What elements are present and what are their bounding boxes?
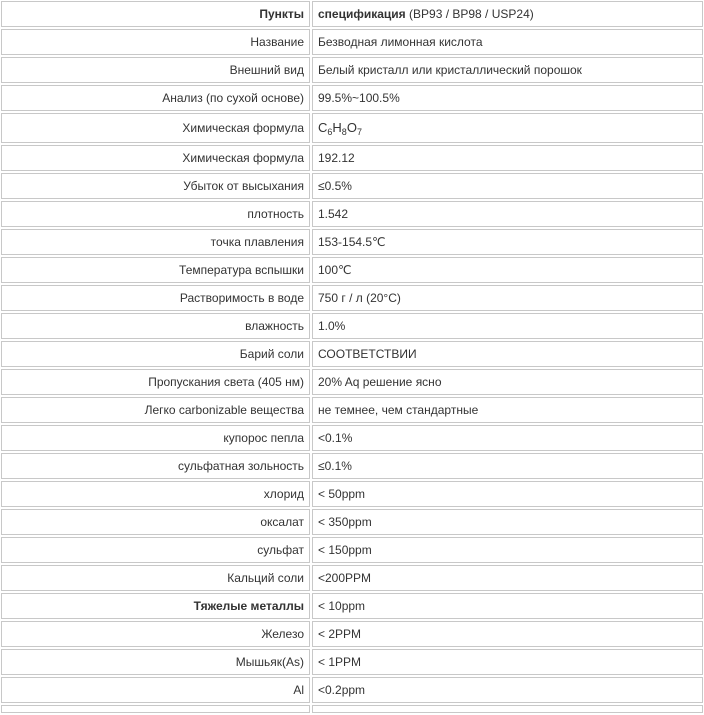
row-label-cell xyxy=(1,425,310,451)
table-row xyxy=(1,57,703,83)
row-value-cell xyxy=(312,649,703,675)
row-value: 750 г / л (20°C) xyxy=(318,291,401,305)
table-row xyxy=(1,537,703,563)
row-label: Название xyxy=(250,35,304,49)
row-label-cell xyxy=(1,677,310,703)
row-label: хлорид xyxy=(263,487,304,501)
row-label: Тяжелые металлы xyxy=(193,599,304,613)
row-value: 100℃ xyxy=(318,263,352,277)
table-row xyxy=(1,621,703,647)
table-header-row xyxy=(1,1,703,27)
row-label: купорос пепла xyxy=(223,431,304,445)
table-row xyxy=(1,425,703,451)
row-value: СООТВЕТСТВИИ xyxy=(318,347,417,361)
row-label: Анализ (по сухой основе) xyxy=(162,91,304,105)
items-header-label: Пункты xyxy=(259,7,304,21)
row-value-cell xyxy=(312,705,703,713)
row-label-cell xyxy=(1,85,310,111)
row-label-cell xyxy=(1,229,310,255)
row-label: оксалат xyxy=(260,515,304,529)
row-value-cell xyxy=(312,593,703,619)
row-value-cell xyxy=(312,29,703,55)
row-label-cell xyxy=(1,313,310,339)
row-label: точка плавления xyxy=(210,235,304,249)
row-label-cell xyxy=(1,621,310,647)
row-label: Внешний вид xyxy=(229,63,304,77)
row-value: 192.12 xyxy=(318,151,355,165)
formula-element: C xyxy=(318,120,328,135)
table-row xyxy=(1,173,703,199)
row-value-cell xyxy=(312,257,703,283)
row-value: не темнее, чем стандартные xyxy=(318,403,479,417)
table-row xyxy=(1,257,703,283)
row-label: Al xyxy=(293,683,304,697)
row-value: Безводная лимонная кислота xyxy=(318,35,483,49)
row-value: ≤0.5% xyxy=(318,179,352,193)
formula-element: O xyxy=(346,120,357,135)
row-label-cell xyxy=(1,57,310,83)
row-value-cell xyxy=(312,677,703,703)
table-row xyxy=(1,313,703,339)
row-value-cell xyxy=(312,313,703,339)
table-row xyxy=(1,85,703,111)
items-header-cell xyxy=(1,1,310,27)
specification-table-body xyxy=(1,1,703,713)
row-value: 99.5%~100.5% xyxy=(318,91,400,105)
row-label: Мышьяк(As) xyxy=(235,655,304,669)
row-label-cell xyxy=(1,29,310,55)
table-row xyxy=(1,649,703,675)
table-row xyxy=(1,565,703,591)
row-value: 1.542 xyxy=(318,207,349,221)
row-value-cell xyxy=(312,341,703,367)
row-value-cell xyxy=(312,113,703,143)
row-value: <0.1% xyxy=(318,431,353,445)
row-value-cell xyxy=(312,621,703,647)
row-label-cell xyxy=(1,537,310,563)
table-row xyxy=(1,341,703,367)
table-row xyxy=(1,397,703,423)
row-value: < 350ppm xyxy=(318,515,372,529)
table-row-partial xyxy=(1,705,703,713)
row-value-cell xyxy=(312,201,703,227)
table-row xyxy=(1,677,703,703)
row-value: Белый кристалл или кристаллический порошок xyxy=(318,63,582,77)
row-label: Пропускания света (405 нм) xyxy=(148,375,304,389)
row-value-cell xyxy=(312,565,703,591)
row-label-cell xyxy=(1,397,310,423)
spec-header-cell xyxy=(312,1,703,27)
row-value-cell xyxy=(312,369,703,395)
formula-subscript: 7 xyxy=(356,127,362,137)
table-row xyxy=(1,113,703,143)
row-value: <200PPM xyxy=(318,571,372,585)
row-value: < 50ppm xyxy=(318,487,366,501)
row-value-cell xyxy=(312,173,703,199)
table-row xyxy=(1,285,703,311)
row-label-cell xyxy=(1,509,310,535)
row-label-cell xyxy=(1,705,310,713)
row-label-cell xyxy=(1,565,310,591)
row-label-cell xyxy=(1,257,310,283)
spec-header-label: спецификация xyxy=(318,7,406,21)
row-label: сульфат xyxy=(257,543,304,557)
row-label-cell xyxy=(1,145,310,171)
row-label: Барий соли xyxy=(239,347,304,361)
row-label-cell xyxy=(1,341,310,367)
row-value-cell xyxy=(312,481,703,507)
row-value-cell xyxy=(312,85,703,111)
table-row xyxy=(1,29,703,55)
row-value-cell xyxy=(312,397,703,423)
table-row xyxy=(1,201,703,227)
spec-header-standards: (BP93 / BP98 / USP24) xyxy=(409,7,534,21)
row-value: 1.0% xyxy=(318,319,346,333)
row-label-cell xyxy=(1,173,310,199)
row-value-cell xyxy=(312,537,703,563)
formula-element: H xyxy=(332,120,342,135)
row-label: Легко carbonizable вещества xyxy=(144,403,304,417)
formula-subscript: 6 xyxy=(327,127,333,137)
chemical-formula xyxy=(318,120,362,135)
table-row xyxy=(1,369,703,395)
row-value: ≤0.1% xyxy=(318,459,352,473)
row-label: плотность xyxy=(247,207,304,221)
row-label-cell xyxy=(1,113,310,143)
row-value-cell xyxy=(312,285,703,311)
row-value-cell xyxy=(312,425,703,451)
row-label-cell xyxy=(1,593,310,619)
table-row xyxy=(1,145,703,171)
row-label: влажность xyxy=(245,319,304,333)
row-value-cell xyxy=(312,453,703,479)
row-label: Убыток от высыхания xyxy=(183,179,304,193)
row-label-cell xyxy=(1,453,310,479)
row-label: Температура вспышки xyxy=(179,263,304,277)
row-value: <0.2ppm xyxy=(318,683,366,697)
table-row xyxy=(1,509,703,535)
row-label: Химическая формула xyxy=(182,121,304,135)
table-row xyxy=(1,229,703,255)
row-value-cell xyxy=(312,145,703,171)
row-label-cell xyxy=(1,649,310,675)
row-label-cell xyxy=(1,201,310,227)
row-label-cell xyxy=(1,285,310,311)
row-label-cell xyxy=(1,369,310,395)
row-value: 153-154.5℃ xyxy=(318,235,386,249)
row-label: Кальций соли xyxy=(227,571,304,585)
formula-subscript: 8 xyxy=(341,127,347,137)
row-label: сульфатная зольность xyxy=(178,459,304,473)
row-value: 20% Aq решение ясно xyxy=(318,375,442,389)
row-value-cell xyxy=(312,57,703,83)
row-label-cell xyxy=(1,481,310,507)
table-row xyxy=(1,453,703,479)
row-value: < 2PPM xyxy=(318,627,362,641)
row-value-cell xyxy=(312,509,703,535)
row-label: Растворимость в воде xyxy=(179,291,304,305)
row-label: Химическая формула xyxy=(182,151,304,165)
row-value: < 150ppm xyxy=(318,543,372,557)
table-row xyxy=(1,481,703,507)
row-value-cell xyxy=(312,229,703,255)
table-row xyxy=(1,593,703,619)
row-label: Железо xyxy=(261,627,304,641)
row-value: < 1PPM xyxy=(318,655,362,669)
row-value: < 10ppm xyxy=(318,599,366,613)
